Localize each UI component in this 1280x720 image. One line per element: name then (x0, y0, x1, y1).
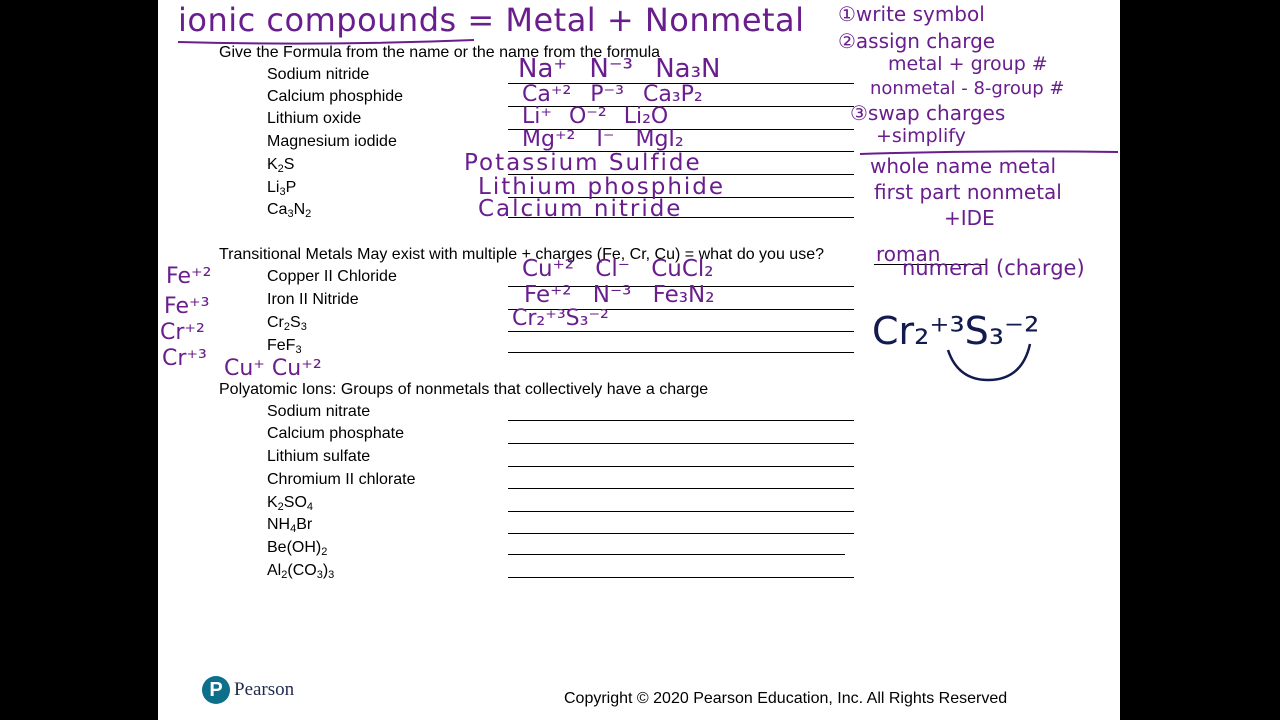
section3-heading: Polyatomic Ions: Groups of nonmetals that collectively have a charge (219, 381, 709, 398)
answer-line (508, 511, 854, 512)
section3-item-2: Calcium phosphate (267, 425, 404, 442)
section2-item-2: Iron II Nitride (267, 291, 359, 308)
answer-line (508, 352, 854, 353)
answer-line (508, 488, 854, 489)
worksheet-page (158, 0, 1120, 720)
answer-line (508, 331, 854, 332)
answer-line (508, 577, 854, 578)
roman-note-1: roman (876, 242, 941, 266)
big-example: Cr₂⁺³S₃⁻² (872, 309, 1040, 353)
answer-line (508, 443, 854, 444)
step-3: ③swap charges (850, 101, 1006, 125)
naming-rule-1: whole name metal (870, 154, 1057, 178)
answer1-5: Potassium Sulfide (464, 150, 702, 176)
section3-item-4: Chromium II chlorate (267, 471, 416, 488)
section3-item-7: $Be(OH)_2$ (267, 539, 328, 558)
title-underline (176, 38, 476, 46)
pearson-logo-text: Pearson (234, 679, 295, 700)
section1-item-4: Magnesium iodide (267, 133, 397, 150)
step-1: ①write symbol (838, 2, 985, 26)
section1-item-6: $Li_3P$ (267, 179, 297, 198)
answer1-1: Na⁺ N⁻³ Na₃N (518, 54, 721, 84)
answer2-1: Cu⁺² Cl⁻ CuCl₂ (522, 256, 714, 282)
answer-line (508, 420, 854, 421)
answer-line (508, 533, 854, 534)
answer2-2: Fe⁺² N⁻³ Fe₃N₂ (524, 282, 715, 308)
charge-fe2: Fe⁺² (166, 264, 212, 289)
section1-item-5: $K_2S$ (267, 156, 295, 175)
pearson-logo (202, 676, 322, 708)
section1-item-3: Lithium oxide (267, 110, 362, 127)
section2-item-3: $Cr_2S_3$ (267, 314, 307, 333)
naming-rule-3: +IDE (944, 206, 995, 230)
step-2-metal: metal + group # (888, 53, 1048, 75)
charge-cu: Cu⁺ Cu⁺² (224, 356, 322, 381)
roman-note-2: numeral (charge) (902, 256, 1085, 280)
charge-fe3: Fe⁺³ (164, 294, 210, 319)
section3-item-3: Lithium sulfate (267, 448, 371, 465)
section1-heading: Give the Formula from the name or the name from the formula (219, 44, 661, 61)
section2-item-4: FeF$_3$ (267, 337, 302, 356)
step-2-nonmetal: nonmetal - 8-group # (870, 78, 1065, 99)
answer2-3: Cr₂⁺³S₃⁻² (512, 306, 609, 331)
section1-item-2: Calcium phosphide (267, 88, 404, 105)
section3-item-8: $Al_2(CO_3)_3$ (267, 562, 335, 581)
answer-line (508, 466, 854, 467)
answer1-7: Calcium nitride (478, 196, 683, 222)
naming-rule-2: first part nonmetal (874, 180, 1062, 204)
section3-item-1: Sodium nitrate (267, 403, 371, 420)
charge-cr2: Cr⁺² (160, 320, 205, 345)
section3-item-6: $NH_4Br$ (267, 516, 313, 535)
section3-item-5: $K_2SO_4$ (267, 494, 314, 513)
swap-arc (938, 330, 1038, 386)
step-3-simplify: +simplify (876, 125, 966, 147)
answer-line (508, 554, 845, 555)
section2-item-1: Copper II Chloride (267, 268, 397, 285)
pearson-logo-icon: P (202, 676, 230, 704)
charge-cr3: Cr⁺³ (162, 346, 207, 371)
section2-heading: Transitional Metals May exist with multiple + charges (Fe, Cr, Cu) = what do you use? (219, 246, 824, 263)
section1-item-7: $Ca_3N_2$ (267, 201, 312, 220)
answer1-6: Lithium phosphide (478, 174, 726, 200)
answer1-2: Ca⁺² P⁻³ Ca₃P₂ (522, 82, 703, 107)
copyright: Copyright © 2020 Pearson Education, Inc. All Rights Reserved (564, 690, 1008, 707)
section1-item-1: Sodium nitride (267, 66, 370, 83)
answer1-4: Mg⁺² I⁻ MgI₂ (522, 127, 684, 152)
step-2: ②assign charge (838, 29, 996, 53)
handwritten-title: ionic compounds = Metal + Nonmetal (178, 1, 805, 39)
answer1-3: Li⁺ O⁻² Li₂O (522, 104, 669, 129)
